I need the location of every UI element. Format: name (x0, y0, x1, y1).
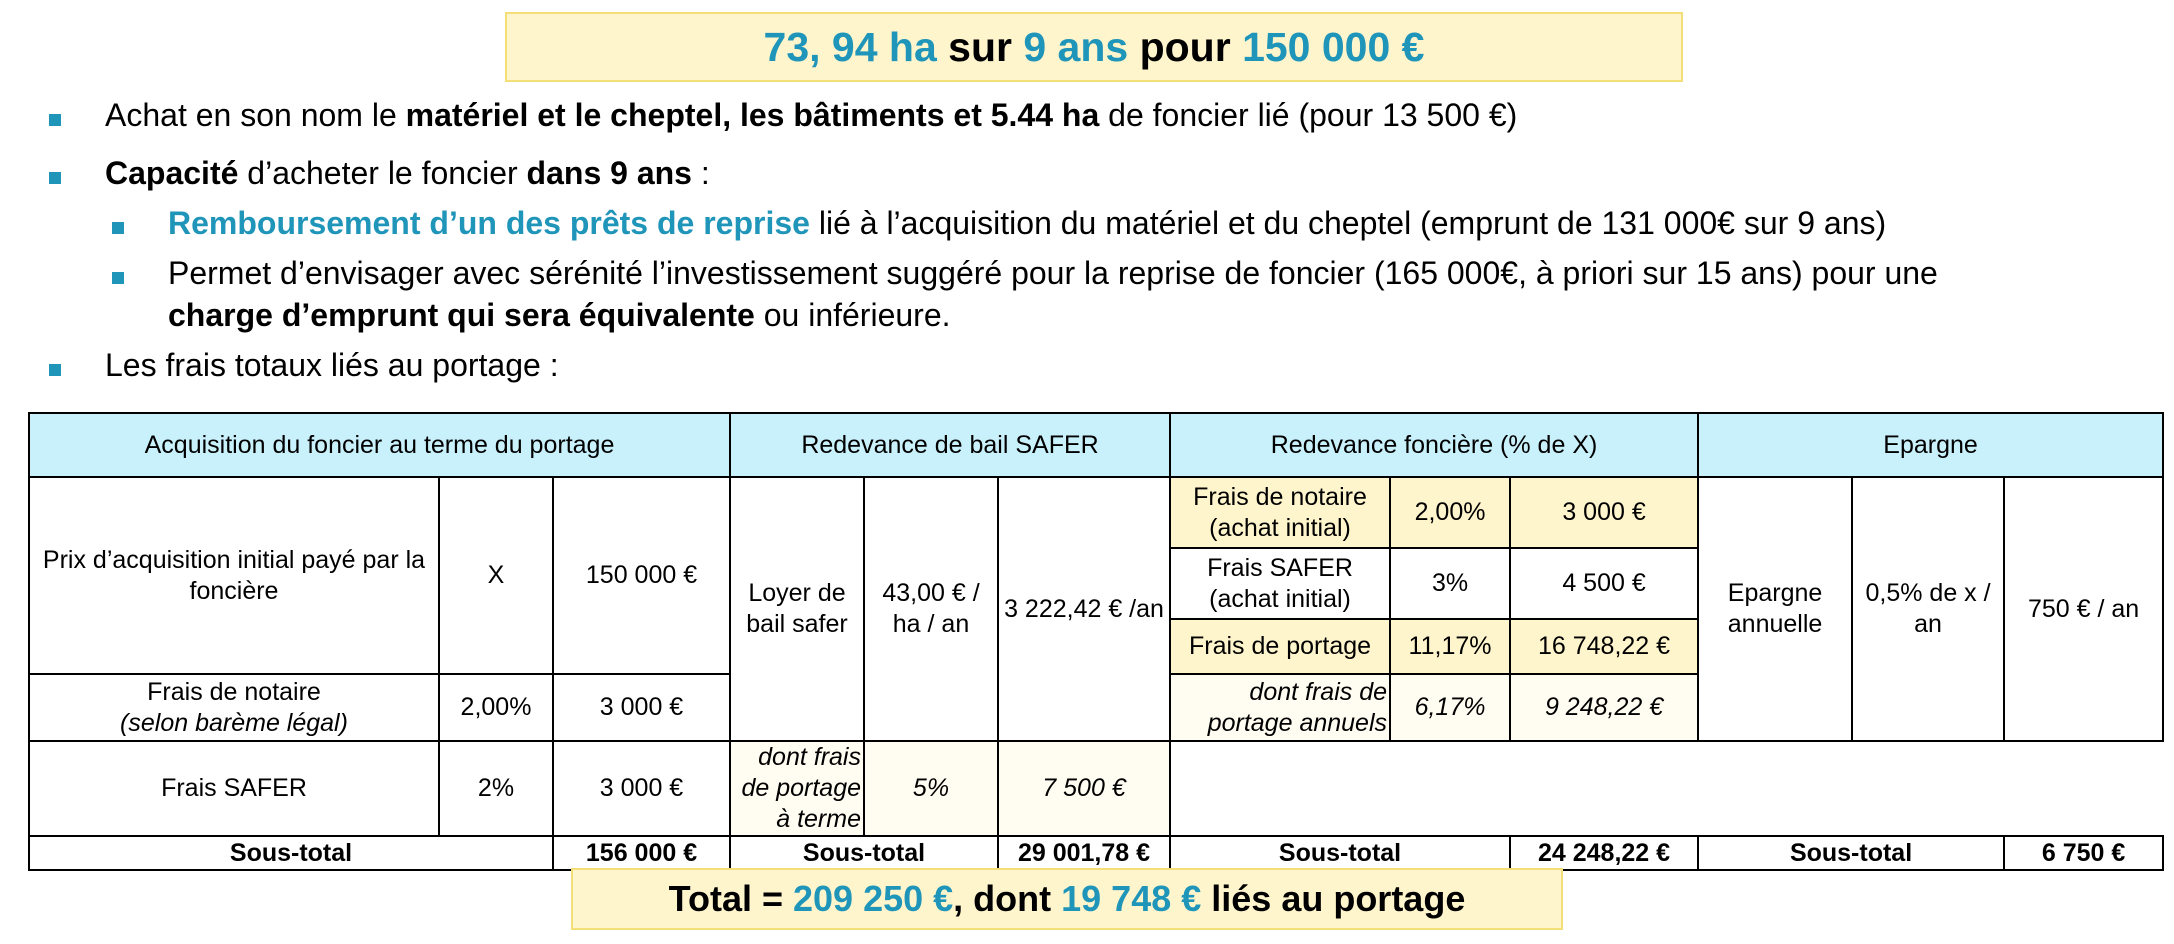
total-portage: 19 748 € (1061, 878, 1202, 919)
fonc-annuels-label: dont frais de portage annuels (1170, 674, 1390, 741)
fonc-safer-rate: 3% (1390, 548, 1510, 619)
subtotal-fonc-value: 24 248,22 € (1510, 836, 1698, 870)
header-epargne: Epargne (1698, 413, 2163, 477)
total-middle: , dont (953, 878, 1062, 919)
acq-notaire-amount: 3 000 € (553, 674, 730, 741)
bullet-4-text: Permet d’envisager avec sérénité l’investissement suggéré pour la reprise de foncier (165 000€, à priori sur 15 ans) pour une (168, 255, 1938, 291)
bullet-2 (105, 152, 710, 194)
bullet-marker-4 (112, 272, 124, 284)
bail-label: Loyer de bail safer (730, 477, 864, 741)
fonc-annuels-rate: 6,17% (1390, 674, 1510, 741)
bullet-marker-3 (112, 222, 124, 234)
bullet-2-text-end: : (691, 155, 710, 191)
fonc-portage-rate: 11,17% (1390, 619, 1510, 674)
bullet-1-bold: matériel et le cheptel, les bâtiments et 5.44 ha (405, 97, 1100, 133)
bullet-2-text: d’acheter le foncier (238, 155, 527, 191)
total-prefix: Total = (668, 878, 793, 919)
bullet-4 (168, 252, 1938, 294)
acq-price-amount: 150 000 € (553, 477, 730, 674)
subtotal-fonc-label: Sous-total (1170, 836, 1510, 870)
epargne-label: Epargne annuelle (1698, 477, 1852, 741)
acq-notaire-note: (selon barème légal) (120, 708, 348, 737)
bullet-3-highlight: Remboursement d’un des prêts de reprise (168, 205, 810, 241)
fonc-notaire-label: Frais de notaire (achat initial) (1170, 477, 1390, 548)
bullet-5-text: Les frais totaux liés au portage : (105, 347, 559, 383)
subtotal-acq-value: 156 000 € (553, 836, 730, 870)
fonc-terme-label: dont frais de portage à terme (730, 741, 864, 836)
acq-notaire-rate: 2,00% (439, 674, 553, 741)
fonc-portage-amount: 16 748,22 € (1510, 619, 1698, 674)
title-duration: 9 ans (1023, 23, 1129, 70)
title-area: 73, 94 ha (763, 23, 937, 70)
total-banner (571, 868, 1563, 930)
total-amount: 209 250 € (793, 878, 954, 919)
header-redevance-fonciere: Redevance foncière (% de X) (1170, 413, 1698, 477)
table-row (29, 477, 2163, 548)
bullet-4-text-end: ou inférieure. (754, 297, 951, 333)
bullet-4-bold: charge d’emprunt qui sera équivalente (168, 297, 755, 333)
bullet-4-line-2 (168, 294, 951, 336)
fonc-notaire-amount: 3 000 € (1510, 477, 1698, 548)
bullet-1-text: Achat en son nom le (105, 97, 406, 133)
bullet-5 (105, 344, 559, 386)
subtotal-epargne-value: 6 750 € (2004, 836, 2163, 870)
bullet-marker-5 (49, 364, 61, 376)
fonc-terme-amount: 7 500 € (998, 741, 1170, 836)
header-acquisition: Acquisition du foncier au terme du portage (29, 413, 730, 477)
bullet-1-text-end: de foncier lié (pour 13 500 €) (1099, 97, 1518, 133)
subtotal-acq-label: Sous-total (29, 836, 553, 870)
epargne-rate: 0,5% de x / an (1852, 477, 2004, 741)
bullet-3 (168, 202, 1886, 244)
subtotal-row (29, 836, 2163, 870)
portage-costs-table (28, 412, 2164, 871)
title-sur: sur (936, 23, 1024, 70)
bullet-2-bold: Capacité (105, 155, 239, 191)
acq-safer-label: Frais SAFER (29, 741, 439, 836)
acq-price-label: Prix d’acquisition initial payé par la foncière (29, 477, 439, 674)
header-row (29, 413, 2163, 477)
epargne-amount: 750 € / an (2004, 477, 2163, 741)
table-row (29, 741, 2163, 836)
fonc-terme-rate: 5% (864, 741, 998, 836)
bullet-marker-2 (49, 172, 61, 184)
subtotal-epargne-label: Sous-total (1698, 836, 2004, 870)
fonc-safer-amount: 4 500 € (1510, 548, 1698, 619)
title-pour: pour (1128, 23, 1243, 70)
header-redevance-bail: Redevance de bail SAFER (730, 413, 1170, 477)
acq-notaire-label (29, 674, 439, 741)
bail-amount: 3 222,42 € /an (998, 477, 1170, 741)
acq-notaire-title: Frais de notaire (147, 677, 321, 706)
subtotal-bail-label: Sous-total (730, 836, 998, 870)
subtotal-bail-value: 29 001,78 € (998, 836, 1170, 870)
bail-rate: 43,00 € / ha / an (864, 477, 998, 741)
fonc-safer-label: Frais SAFER (achat initial) (1170, 548, 1390, 619)
acq-safer-amount: 3 000 € (553, 741, 730, 836)
fonc-notaire-rate: 2,00% (1390, 477, 1510, 548)
bullet-marker-1 (49, 114, 61, 126)
title-banner (505, 12, 1683, 82)
acq-safer-rate: 2% (439, 741, 553, 836)
bullet-3-text: lié à l’acquisition du matériel et du cheptel (emprunt de 131 000€ sur 9 ans) (809, 205, 1887, 241)
fonc-annuels-amount: 9 248,22 € (1510, 674, 1698, 741)
fonc-portage-label: Frais de portage (1170, 619, 1390, 674)
acq-price-rate: X (439, 477, 553, 674)
total-suffix: liés au portage (1201, 878, 1466, 919)
bullet-1 (105, 94, 1517, 136)
bullet-2-bold-2: dans 9 ans (526, 155, 692, 191)
title-price: 150 000 € (1242, 23, 1425, 70)
